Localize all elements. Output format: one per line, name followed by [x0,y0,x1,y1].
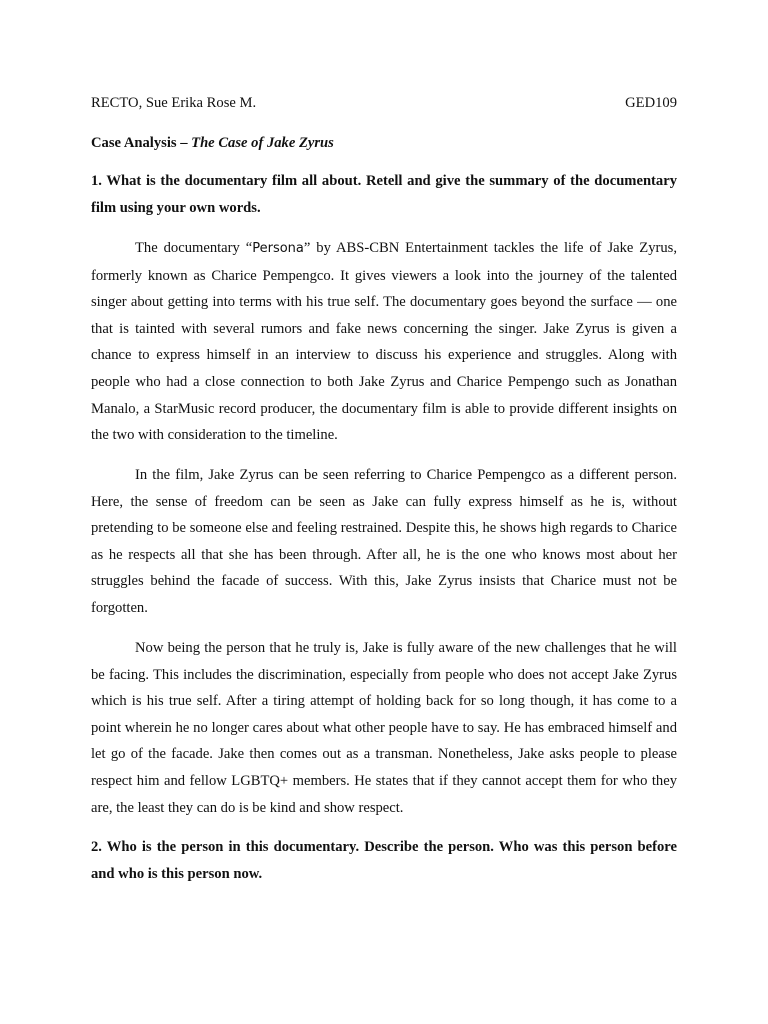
student-name: RECTO, Sue Erika Rose M. [91,95,257,111]
paragraph-1-start: The documentary “ [135,240,253,256]
question-1: 1. What is the documentary film all about. Retell and give the summary of the documentary film using your own words. [91,173,677,216]
paragraph-1-rest: ” by ABS-CBN Entertainment tackles the life of Jake Zyrus, formerly known as Charice Pempengco. It gives viewers a look into the journey of the talented singer about getting into terms with his true self. The documentary goes beyond the surface — one that is tainted with several rumors and fake news concerning the singer. Jake Zyrus is given a chance to express himself in an interview to discuss his experience and struggles. Along with people who had a close connection to both Jake Zyrus and Charice Pempengo such as Jonathan Manalo, a StarMusic record producer, the documentary film is able to provide different insights on the two with consideration to the timeline. [91,240,677,444]
course-code: GED109 [625,95,677,111]
paragraph-1 [91,235,677,449]
document-header [91,93,677,113]
document-title [91,133,334,153]
documentary-title: Persona [252,241,304,256]
title-italic: The Case of Jake Zyrus [191,135,334,151]
title-prefix: Case Analysis – [91,135,192,151]
question-2: 2. Who is the person in this documentary. Describe the person. Who was this person before and who is this person now. [91,839,677,882]
paragraph-2: In the film, Jake Zyrus can be seen referring to Charice Pempengco as a different person. Here, the sense of freedom can be seen as Jake can fully express himself as he is, without pretending to be someone else and feeling restrained. Despite this, he shows high regards to Charice as he respects all that she has been through. After all, he is the one who knows most about her struggles behind the facade of success. With this, Jake Zyrus insists that Charice must not be forgotten. [91,467,677,616]
paragraph-3: Now being the person that he truly is, Jake is fully aware of the new challenges that he will be facing. This includes the discrimination, especially from people who does not accept Jake Zyrus which is his true self. After a tiring attempt of holding back for so long though, it has come to a point wherein he no longer cares about what other people have to say. He has embraced himself and let go of the facade. Jake then comes out as a transman. Nonetheless, Jake asks people to please respect him and fellow LGBTQ+ members. He states that if they cannot accept them for who they are, the least they can do is be kind and show respect. [91,640,677,816]
